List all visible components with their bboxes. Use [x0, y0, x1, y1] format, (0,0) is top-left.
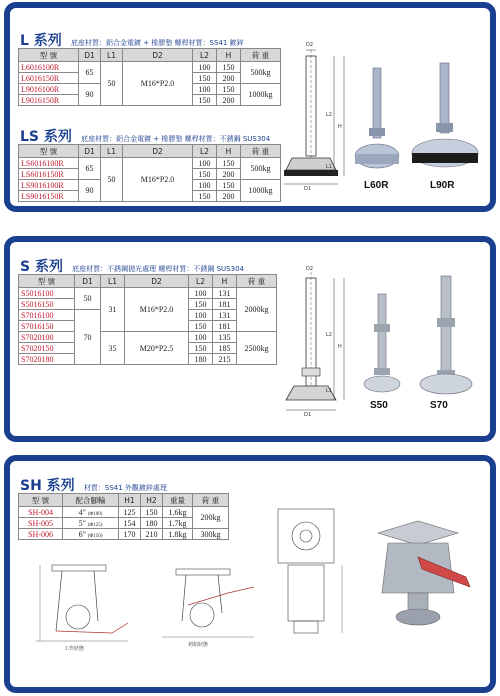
load-cell: 1000kg — [241, 84, 281, 106]
caster-diameter: (Φ100) — [87, 511, 103, 517]
d1-cell: 70 — [75, 310, 101, 365]
l1-cell: 31 — [101, 288, 125, 332]
d2-cell: M16*P2.0 — [123, 62, 193, 106]
working-state-label: 工作狀態 — [64, 646, 85, 652]
col-d1: D1 — [75, 275, 101, 288]
model-cell: SH-004 — [19, 507, 63, 518]
caster-inch: 5" — [78, 518, 86, 528]
model-cell: L9016100R — [19, 84, 79, 95]
ls-series-title: LS 系列 — [20, 129, 72, 145]
d1-cell: 50 — [75, 288, 101, 310]
h1-cell: 170 — [119, 529, 141, 540]
col-h1: H1 — [119, 494, 141, 507]
col-h: H — [213, 275, 237, 288]
h-cell: 150 — [217, 62, 241, 73]
col-l1: L1 — [101, 275, 125, 288]
s-series-table — [18, 274, 277, 365]
caster-diameter: (Φ125) — [87, 522, 103, 528]
table-header-row — [19, 494, 229, 507]
d1-cell: 65 — [79, 62, 101, 84]
table-row — [19, 158, 281, 169]
h-cell: 200 — [217, 191, 241, 202]
l2-cell: 150 — [189, 321, 213, 332]
s-series-title: S 系列 — [20, 259, 63, 275]
h-cell: 200 — [217, 169, 241, 180]
caster-cell — [63, 507, 119, 518]
col-model: 型 號 — [19, 494, 63, 507]
d2-cell: M16*P2.0 — [123, 158, 193, 202]
col-caster: 配合腳輪 — [63, 494, 119, 507]
s50-product-image — [362, 294, 402, 394]
l60r-caption: L60R — [364, 180, 389, 191]
sh-series-table — [18, 493, 229, 540]
model-cell: S7016100 — [19, 310, 75, 321]
floor-lock-technical-drawing — [264, 501, 348, 651]
col-load: 荷 重 — [237, 275, 277, 288]
dim-d1-label: D1 — [304, 186, 312, 192]
table-row — [19, 529, 229, 540]
model-cell: S7020180 — [19, 354, 75, 365]
col-d2: D2 — [123, 145, 193, 158]
l1-cell: 50 — [101, 158, 123, 202]
dim-l2-label: L2 — [326, 112, 332, 118]
col-h: H — [217, 49, 241, 62]
sh-series-title: SH 系列 — [20, 478, 75, 494]
h2-cell: 180 — [141, 518, 163, 529]
d2-cell: M20*P2.5 — [125, 332, 189, 365]
col-weight: 重量 — [163, 494, 193, 507]
initial-state-label: 初始狀態 — [188, 642, 209, 648]
s-series-spec: 底座材質：不銹鋼拋光處理 螺桿材質：不銹鋼 SUS304 — [72, 265, 244, 273]
l90r-caption: L90R — [430, 180, 455, 191]
l2-cell: 150 — [193, 169, 217, 180]
col-load: 荷 重 — [241, 145, 281, 158]
dim-d2-label: D2 — [306, 42, 314, 48]
load-cell: 2000kg — [237, 288, 277, 332]
s-series-title-row — [20, 256, 244, 276]
floor-lock-product-image — [358, 513, 476, 631]
dim-h-label: H — [338, 344, 342, 350]
col-model: 型 號 — [19, 145, 79, 158]
ls-series-spec: 底座材質：鋁合金電鍍 + 橡膠墊 螺桿材質：不銹鋼 SUS304 — [81, 135, 271, 143]
leveling-foot-drawing — [272, 46, 352, 196]
model-cell: SH-006 — [19, 529, 63, 540]
weight-cell: 1.7kg — [163, 518, 193, 529]
dim-d2-label: D2 — [306, 266, 314, 272]
l2-cell: 150 — [193, 73, 217, 84]
l2-cell: 150 — [193, 191, 217, 202]
col-model: 型 號 — [19, 49, 79, 62]
h-cell: 215 — [213, 354, 237, 365]
h-cell: 131 — [213, 288, 237, 299]
h-cell: 181 — [213, 321, 237, 332]
table-header-row — [19, 49, 281, 62]
load-cell: 200kg — [193, 507, 229, 529]
model-cell: LS6016100R — [19, 158, 79, 169]
dim-l1-label: L1 — [326, 388, 332, 394]
weight-cell: 1.6kg — [163, 507, 193, 518]
h-cell: 150 — [217, 158, 241, 169]
l-series-table — [18, 48, 281, 106]
h-cell: 200 — [217, 73, 241, 84]
h1-cell: 125 — [119, 507, 141, 518]
l2-cell: 180 — [189, 354, 213, 365]
col-l1: L1 — [101, 145, 123, 158]
model-cell: S7020100 — [19, 332, 75, 343]
caster-cell — [63, 529, 119, 540]
table-row — [19, 288, 277, 299]
table-header-row — [19, 145, 281, 158]
caster-cell — [63, 518, 119, 529]
col-h2: H2 — [141, 494, 163, 507]
h-cell: 185 — [213, 343, 237, 354]
h-cell: 150 — [217, 180, 241, 191]
col-d1: D1 — [79, 145, 101, 158]
initial-state-drawing — [158, 565, 258, 647]
d1-cell: 90 — [79, 84, 101, 106]
ls-series-title-row — [20, 126, 270, 146]
load-cell: 500kg — [241, 62, 281, 84]
h1-cell: 154 — [119, 518, 141, 529]
model-cell: SH-005 — [19, 518, 63, 529]
caster-inch: 6" — [78, 529, 86, 539]
model-cell: LS6016150R — [19, 169, 79, 180]
l60r-product-image — [354, 68, 400, 178]
d2-cell: M16*P2.0 — [125, 288, 189, 332]
model-cell: S7020150 — [19, 343, 75, 354]
model-cell: S7016150 — [19, 321, 75, 332]
table-row — [19, 62, 281, 73]
h2-cell: 210 — [141, 529, 163, 540]
col-h: H — [217, 145, 241, 158]
col-load: 荷 重 — [241, 49, 281, 62]
load-cell: 300kg — [193, 529, 229, 540]
dim-l2-label: L2 — [326, 332, 332, 338]
model-cell: L9016150R — [19, 95, 79, 106]
h-cell: 150 — [217, 84, 241, 95]
l1-cell: 35 — [101, 332, 125, 365]
model-cell: S5016150 — [19, 299, 75, 310]
l2-cell: 100 — [189, 310, 213, 321]
caster-diameter: (Φ150) — [87, 533, 103, 539]
col-d1: D1 — [79, 49, 101, 62]
col-l2: L2 — [193, 145, 217, 158]
h-cell: 181 — [213, 299, 237, 310]
col-d2: D2 — [123, 49, 193, 62]
col-load: 荷 重 — [193, 494, 229, 507]
l2-cell: 100 — [189, 288, 213, 299]
model-cell: L6016150R — [19, 73, 79, 84]
stainless-foot-drawing — [272, 268, 352, 418]
l-series-title-row — [20, 30, 244, 50]
model-cell: S5016100 — [19, 288, 75, 299]
h-cell: 131 — [213, 310, 237, 321]
ls-series-table — [18, 144, 281, 202]
d1-cell: 90 — [79, 180, 101, 202]
col-l1: L1 — [101, 49, 123, 62]
s70-product-image — [418, 276, 474, 396]
l1-cell: 50 — [101, 62, 123, 106]
h-cell: 200 — [217, 95, 241, 106]
working-state-drawing — [32, 561, 132, 651]
load-cell: 2500kg — [237, 332, 277, 365]
l-series-title: L 系列 — [20, 33, 62, 49]
s70-caption: S70 — [430, 400, 448, 411]
weight-cell: 1.8kg — [163, 529, 193, 540]
l-series-spec: 底座材質：鋁合金電鍍 + 橡膠墊 螺桿材質：SS41 鍍鋅 — [70, 39, 244, 47]
model-cell: L6016100R — [19, 62, 79, 73]
col-l2: L2 — [189, 275, 213, 288]
sh-series-spec: 材質：SS41 外觀鍍鋅處理 — [83, 484, 167, 492]
table-row — [19, 332, 277, 343]
caster-inch: 4" — [78, 507, 86, 517]
col-d2: D2 — [125, 275, 189, 288]
h2-cell: 150 — [141, 507, 163, 518]
table-header-row — [19, 275, 277, 288]
col-l2: L2 — [193, 49, 217, 62]
sh-series-title-row — [20, 475, 167, 495]
l2-cell: 100 — [193, 158, 217, 169]
load-cell: 1000kg — [241, 180, 281, 202]
l90r-product-image — [410, 63, 480, 183]
dim-h-label: H — [338, 124, 342, 130]
l2-cell: 150 — [193, 95, 217, 106]
l2-cell: 150 — [189, 299, 213, 310]
s50-caption: S50 — [370, 400, 388, 411]
dim-l1-label: L1 — [326, 164, 332, 170]
load-cell: 500kg — [241, 158, 281, 180]
sh-series-panel — [4, 455, 496, 693]
col-model: 型 號 — [19, 275, 75, 288]
l-series-panel — [4, 2, 496, 212]
l2-cell: 100 — [193, 84, 217, 95]
dim-d1-label: D1 — [304, 412, 312, 418]
l2-cell: 100 — [193, 180, 217, 191]
l2-cell: 100 — [193, 62, 217, 73]
s-series-panel — [4, 236, 496, 442]
l2-cell: 150 — [189, 343, 213, 354]
l2-cell: 100 — [189, 332, 213, 343]
model-cell: LS9016100R — [19, 180, 79, 191]
d1-cell: 65 — [79, 158, 101, 180]
model-cell: LS9016150R — [19, 191, 79, 202]
h-cell: 135 — [213, 332, 237, 343]
table-row — [19, 507, 229, 518]
